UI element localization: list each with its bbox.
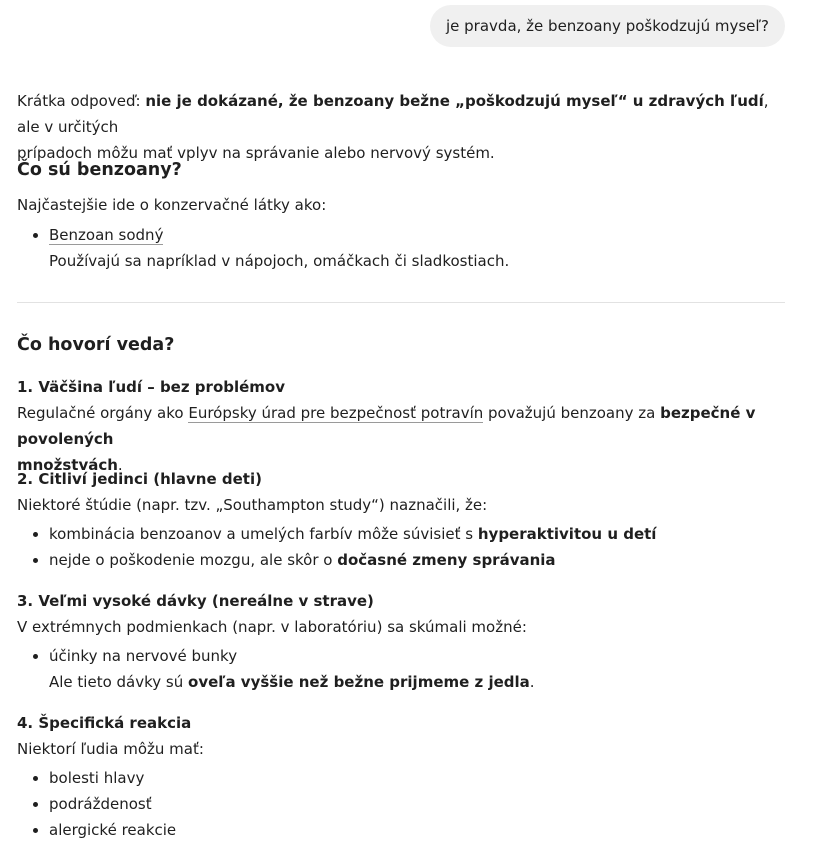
user-message-row [0,0,814,47]
intro-prefix: Krátka odpoveď: [17,92,146,110]
efsa-link[interactable]: Európsky úrad pre bezpečnosť potravín [188,404,484,422]
divider [17,302,787,303]
list-item: • alergické reakcie [49,817,787,843]
list-item [49,547,787,573]
intro-line2: prípadoch môžu mať vplyv na správanie alebo nervový systém. [17,144,495,162]
section-heading: Čo sú benzoany? [17,160,182,180]
section1-text: Najčastejšie ide o konzervačné látky ako: [17,196,327,214]
list-item-cont: Ale tieto dávky sú [49,673,189,691]
list-item-text: nejde o poškodenie mozgu, ale skôr o [49,551,338,569]
point-4-list [17,765,787,843]
point-3 [17,588,787,640]
list-item [49,222,787,274]
list-item-text: kombinácia benzoanov a umelých farbív môže súvisieť s [49,525,478,543]
point-text-b: považujú benzoany za [483,404,661,422]
list-item-text: účinky na nervové bunky [49,647,238,665]
point-end: . [117,456,123,474]
list-item-bold: hyperaktivitou u detí [477,525,657,543]
point-text: V extrémnych podmienkach (napr. v laboratóriu) sa skúmali možné: [17,618,527,636]
section1-list [17,222,787,274]
list-item-bold: oveľa vyššie než bežne prijmeme z jedla [188,673,530,691]
point-text-a: Regulačné orgány ako [17,404,189,422]
list-item [49,643,787,695]
section-science [17,332,787,358]
section-heading: Čo hovorí veda? [17,335,175,355]
list-item-text: Používajú sa napríklad v nápojoch, omáčkach či sladkostiach. [49,252,510,270]
section-what-are-benzoates [17,157,787,183]
point-2-list [17,521,787,573]
intro-suffix: , ale v určitých [17,92,769,136]
section1-body [17,192,787,218]
point-title: 4. Špecifická reakcia [17,714,192,732]
sodium-benzoate-link[interactable]: Benzoan sodný [49,226,164,244]
intro-paragraph [17,88,787,166]
user-message-bubble: je pravda, že benzoany poškodzujú myseľ? [430,5,785,47]
point-text: Niektorí ľudia môžu mať: [17,740,204,758]
point-2 [17,466,787,518]
list-item: • podráždenosť [49,791,787,817]
point-title: 1. Väčšina ľudí – bez problémov [17,378,286,396]
point-3-list [17,643,787,695]
point-bold-1: bezpečné v povolených [17,404,756,448]
point-text: Niektoré štúdie (napr. tzv. „Southampton study“) naznačili, že: [17,496,488,514]
point-title: 3. Veľmi vysoké dávky (nereálne v strave) [17,592,374,610]
assistant-intro [17,88,787,166]
list-item: • bolesti hlavy [49,765,787,791]
list-item [49,521,787,547]
point-4 [17,710,787,762]
point-1 [17,374,787,478]
list-item-end: . [529,673,535,691]
intro-bold: nie je dokázané, že benzoany bežne „poškodzujú myseľ“ u zdravých ľudí [145,92,764,110]
list-item-bold: dočasné zmeny správania [337,551,556,569]
point-bold-2: množstvách [17,456,118,474]
point-title: 2. Citliví jedinci (hlavne deti) [17,470,262,488]
